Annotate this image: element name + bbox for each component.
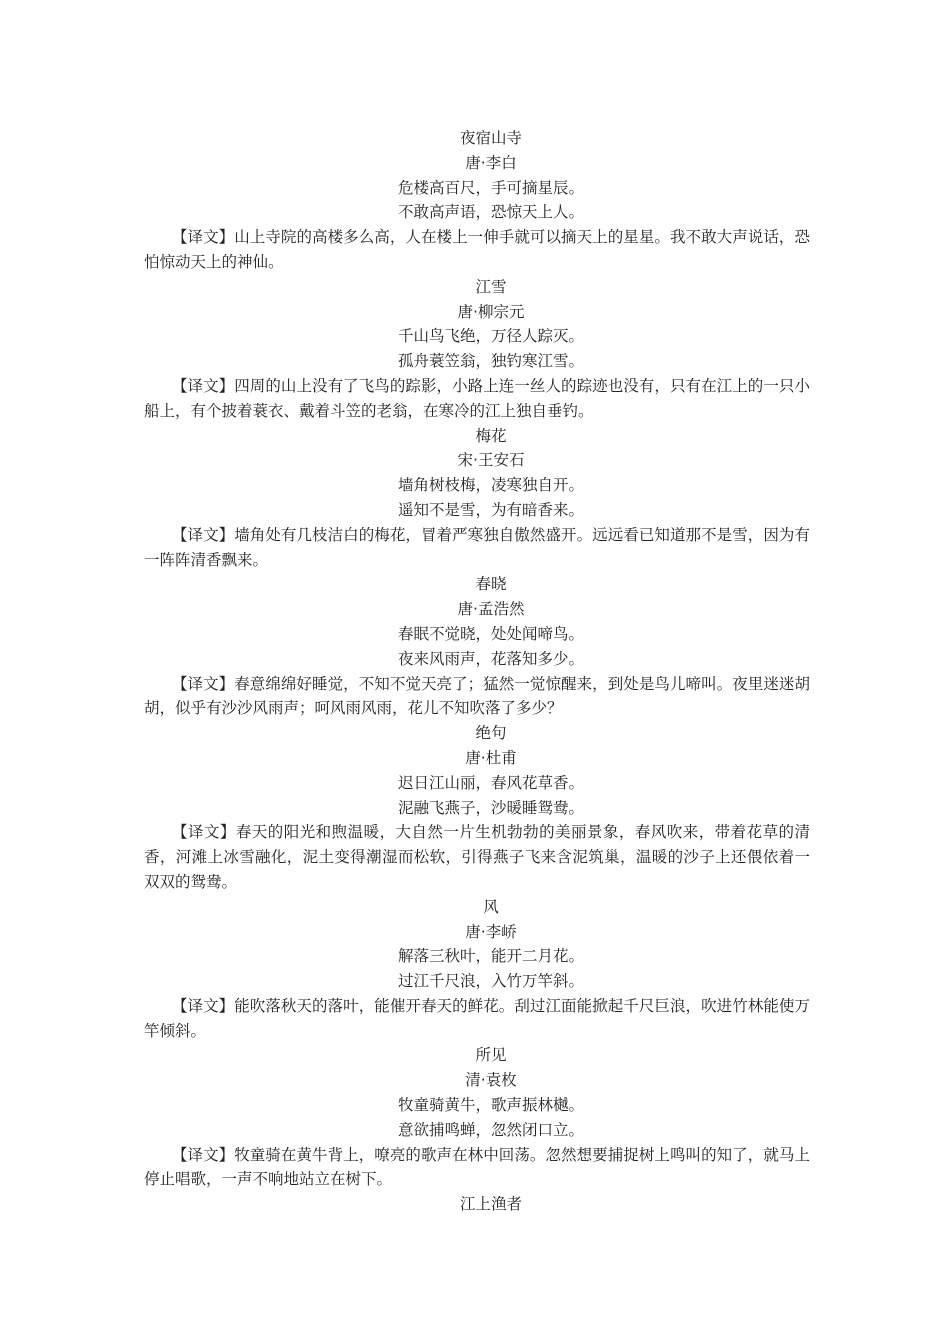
poem-title: 夜宿山寺	[459, 129, 522, 147]
poem-title: 江上渔者	[459, 1195, 522, 1214]
poem-title: 春晓	[475, 575, 507, 594]
poem-line: 迟日江山丽，春风花草香。	[397, 773, 584, 792]
poem-jiang-xue	[144, 275, 810, 424]
poem-title: 绝句	[475, 724, 507, 743]
poem-line: 泥融飞燕子，沙暖睡鸳鸯。	[397, 798, 584, 817]
poem-translation: 【译文】墙角处有几枝洁白的梅花，冒着严寒独自傲然盛开。远远看已知道那不是雪，因为有一阵阵清香飘来。	[144, 525, 810, 569]
poem-line: 遥知不是雪，为有暗香来。	[397, 500, 584, 519]
poem-author: 宋·王安石	[457, 451, 525, 470]
poem-author: 唐·柳宗元	[457, 302, 525, 321]
poem-translation: 【译文】四周的山上没有了飞鸟的踪影，小路上连一丝人的踪迹也没有，只有在江上的一只小船上，有个披着蓑衣、戴着斗笠的老翁，在寒冷的江上独自垂钓。	[144, 376, 810, 420]
poem-title: 所见	[475, 1046, 507, 1065]
poem-author: 唐·李峤	[465, 922, 517, 941]
poem-line: 春眠不觉晓，处处闻啼鸟。	[397, 624, 584, 643]
poem-line: 夜来风雨声，花落知多少。	[397, 649, 584, 668]
poem-line: 墙角树枝梅，凌寒独自开。	[397, 476, 584, 495]
document-page	[144, 126, 810, 1217]
poem-title: 江雪	[475, 277, 507, 296]
poem-line: 危楼高百尺，手可摘星辰。	[397, 178, 584, 197]
poem-title: 风	[483, 897, 499, 916]
poem-chun-xiao	[144, 572, 810, 721]
poem-line: 牧童骑黄牛，歌声振林樾。	[397, 1096, 584, 1115]
poem-line: 意欲捕鸣蝉，忽然闭口立。	[397, 1120, 584, 1139]
poem-author: 唐·杜甫	[465, 748, 517, 767]
poem-translation: 【译文】山上寺院的高楼多么高，人在楼上一伸手就可以摘天上的星星。我不敢大声说话，恐怕惊动天上的神仙。	[144, 228, 810, 271]
poem-author: 清·袁枚	[465, 1071, 517, 1090]
poem-jue-ju	[144, 721, 810, 895]
poem-translation: 【译文】牧童骑在黄牛背上，嘹亮的歌声在林中回荡。忽然想要捕捉树上鸣叫的知了，就马上停止唱歌，一声不响地站立在树下。	[144, 1145, 810, 1189]
poem-title: 梅花	[475, 426, 507, 445]
poem-translation: 【译文】能吹落秋天的落叶，能催开春天的鲜花。刮过江面能掀起千尺巨浪，吹进竹林能使万竿倾斜。	[144, 996, 810, 1040]
poem-author: 唐·孟浩然	[457, 600, 525, 619]
poem-mei-hua	[144, 424, 810, 573]
poem-line: 不敢高声语，恐惊天上人。	[397, 203, 584, 222]
poem-line: 过江千尺浪，入竹万竿斜。	[397, 972, 584, 991]
poem-author: 唐·李白	[465, 153, 517, 172]
poem-jiang-shang-yu-zhe	[144, 1192, 810, 1217]
poem-line: 千山鸟飞绝，万径人踪灭。	[397, 327, 584, 346]
poem-translation: 【译文】春意绵绵好睡觉，不知不觉天亮了；猛然一觉惊醒来，到处是鸟儿啼叫。夜里迷迷胡胡，似乎有沙沙风雨声；呵风雨风雨，花儿不知吹落了多少？	[144, 674, 810, 718]
poem-suo-jian	[144, 1043, 810, 1192]
poem-line: 解落三秋叶，能开二月花。	[397, 947, 584, 966]
poem-translation: 【译文】春天的阳光和煦温暖，大自然一片生机勃勃的美丽景象，春风吹来，带着花草的清香，河滩上冰雪融化，泥土变得潮湿而松软，引得燕子飞来含泥筑巢，温暖的沙子上还偎依着一双双的鸳鸯。	[144, 823, 810, 891]
poem-feng	[144, 895, 810, 1044]
poem-line: 孤舟蓑笠翁，独钓寒江雪。	[397, 352, 584, 371]
poem-ye-su-shan-si	[144, 126, 810, 275]
